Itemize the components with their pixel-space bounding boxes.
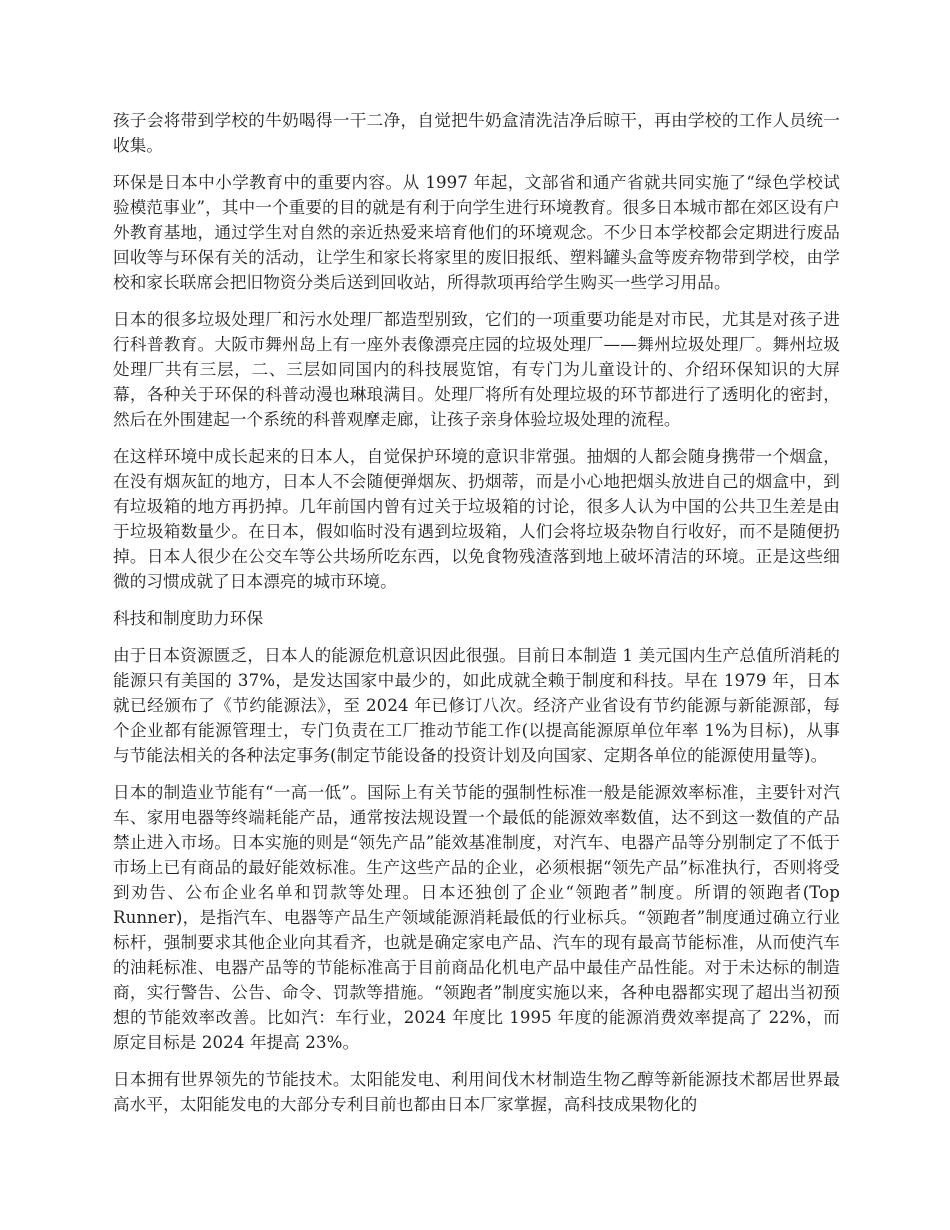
paragraph-energy-law: 由于日本资源匮乏，日本人的能源危机意识因此很强。目前日本制造 1 美元国内生产总值所消耗的能源只有美国的 37%，是发达国家中最少的，如此成就全赖于制度和科技。早在 1979 年，日本就已经颁布了《节约能源法》，至 2024 年已修订八次。经济产业省设有节约能源与新能源部，每个企业都有能源管理士，专门负责在工厂推动节能工作(以提高能源原单位年率 1%为目标)，从事与节能法相关的各种法定事务(制定节能设备的投资计划及向国家、定期各单位的能源使用量等)。 (113, 646, 840, 765)
section-heading: 科技和制度助力环保 (113, 609, 264, 628)
paragraph-environmental-awareness: 在这样环境中成长起来的日本人，自觉保护环境的意识非常强。抽烟的人都会随身携带一个烟盒，在没有烟灰缸的地方，日本人不会随便弹烟灰、扔烟蒂，而是小心地把烟头放进自己的烟盒中，到有垃圾箱的地方再扔掉。几年前国内曾有过关于垃圾箱的讨论，很多人认为中国的公共卫生差是由于垃圾箱数量少。在日本，假如临时没有遇到垃圾箱，人们会将垃圾杂物自行收好，而不是随便扔掉。日本人很少在公交车等公共场所吃东西，以免食物残渣落到地上破坏清洁的环境。正是这些细微的习惯成就了日本漂亮的城市环境。 (113, 447, 840, 591)
document-body (113, 108, 840, 1129)
paragraph-energy-technology: 日本拥有世界领先的节能技术。太阳能发电、利用间伐木材制造生物乙醇等新能源技术都居世界最高水平，太阳能发电的大部分专利目前也都由日本厂家掌握，高科技成果物化的 (113, 1070, 840, 1114)
paragraph-waste-plants: 日本的很多垃圾处理厂和污水处理厂都造型别致，它们的一项重要功能是对市民，尤其是对孩子进行科普教育。大阪市舞州岛上有一座外表像漂亮庄园的垃圾处理厂——舞州垃圾处理厂。舞州垃圾处理厂共有三层，二、三层如同国内的科技展览馆，有专门为儿童设计的、介绍环保知识的大屏幕，各种关于环保的科普动漫也琳琅满目。处理厂将所有处理垃圾的环节都进行了透明化的密封，然后在外围建起一个系统的科普观摩走廊，让孩子亲身体验垃圾处理的流程。 (113, 310, 840, 429)
paragraph-school-education: 环保是日本中小学教育中的重要内容。从 1997 年起，文部省和通产省就共同实施了“绿色学校试验模范事业”，其中一个重要的目的就是有利于向学生进行环境教育。很多日本城市都在郊区设有户外教育基地，通过学生对自然的亲近热爱来培育他们的环境观念。不少日本学校都会定期进行废品回收等与环保有关的活动，让学生和家长将家里的废旧报纸、塑料罐头盒等废弃物带到学校，由学校和家长联席会把旧物资分类后送到回收站，所得款项再给学生购买一些学习用品。 (113, 173, 840, 292)
paragraph-milk-cartons: 孩子会将带到学校的牛奶喝得一干二净，自觉把牛奶盒清洗洁净后晾干，再由学校的工作人员统一收集。 (113, 111, 840, 155)
paragraph-top-runner: 日本的制造业节能有“一高一低”。国际上有关节能的强制性标准一般是能源效率标准，主要针对汽车、家用电器等终端耗能产品，通常按法规设置一个最低的能源效率数值，达不到这一数值的产品禁止进入市场。日本实施的则是“领先产品”能效基准制度，对汽车、电器产品等分别制定了不低于市场上已有商品的最好能效标准。生产这些产品的企业，必须根据“领先产品”标准执行，否则将受到劝告、公布企业名单和罚款等处理。日本还独创了企业“领跑者”制度。所谓的领跑者(Top Runner)，是指汽车、电器等产品生产领域能源消耗最低的行业标兵。“领跑者”制度通过确立行业标杆，强制要求其他企业向其看齐，也就是确定家电产品、汽车的现有最高节能标准，从而使汽车的油耗标准、电器产品等的节能标准高于目前商品化机电产品中最佳产品性能。对于未达标的制造商，实行警告、公告、命令、罚款等措施。“领跑者”制度实施以来，各种电器都实现了超出当初预想的节能效率改善。比如汽：车行业，2024 年度比 1995 年度的能源消费效率提高了 22%，而原定目标是 2024 年提高 23%。 (113, 783, 840, 1052)
